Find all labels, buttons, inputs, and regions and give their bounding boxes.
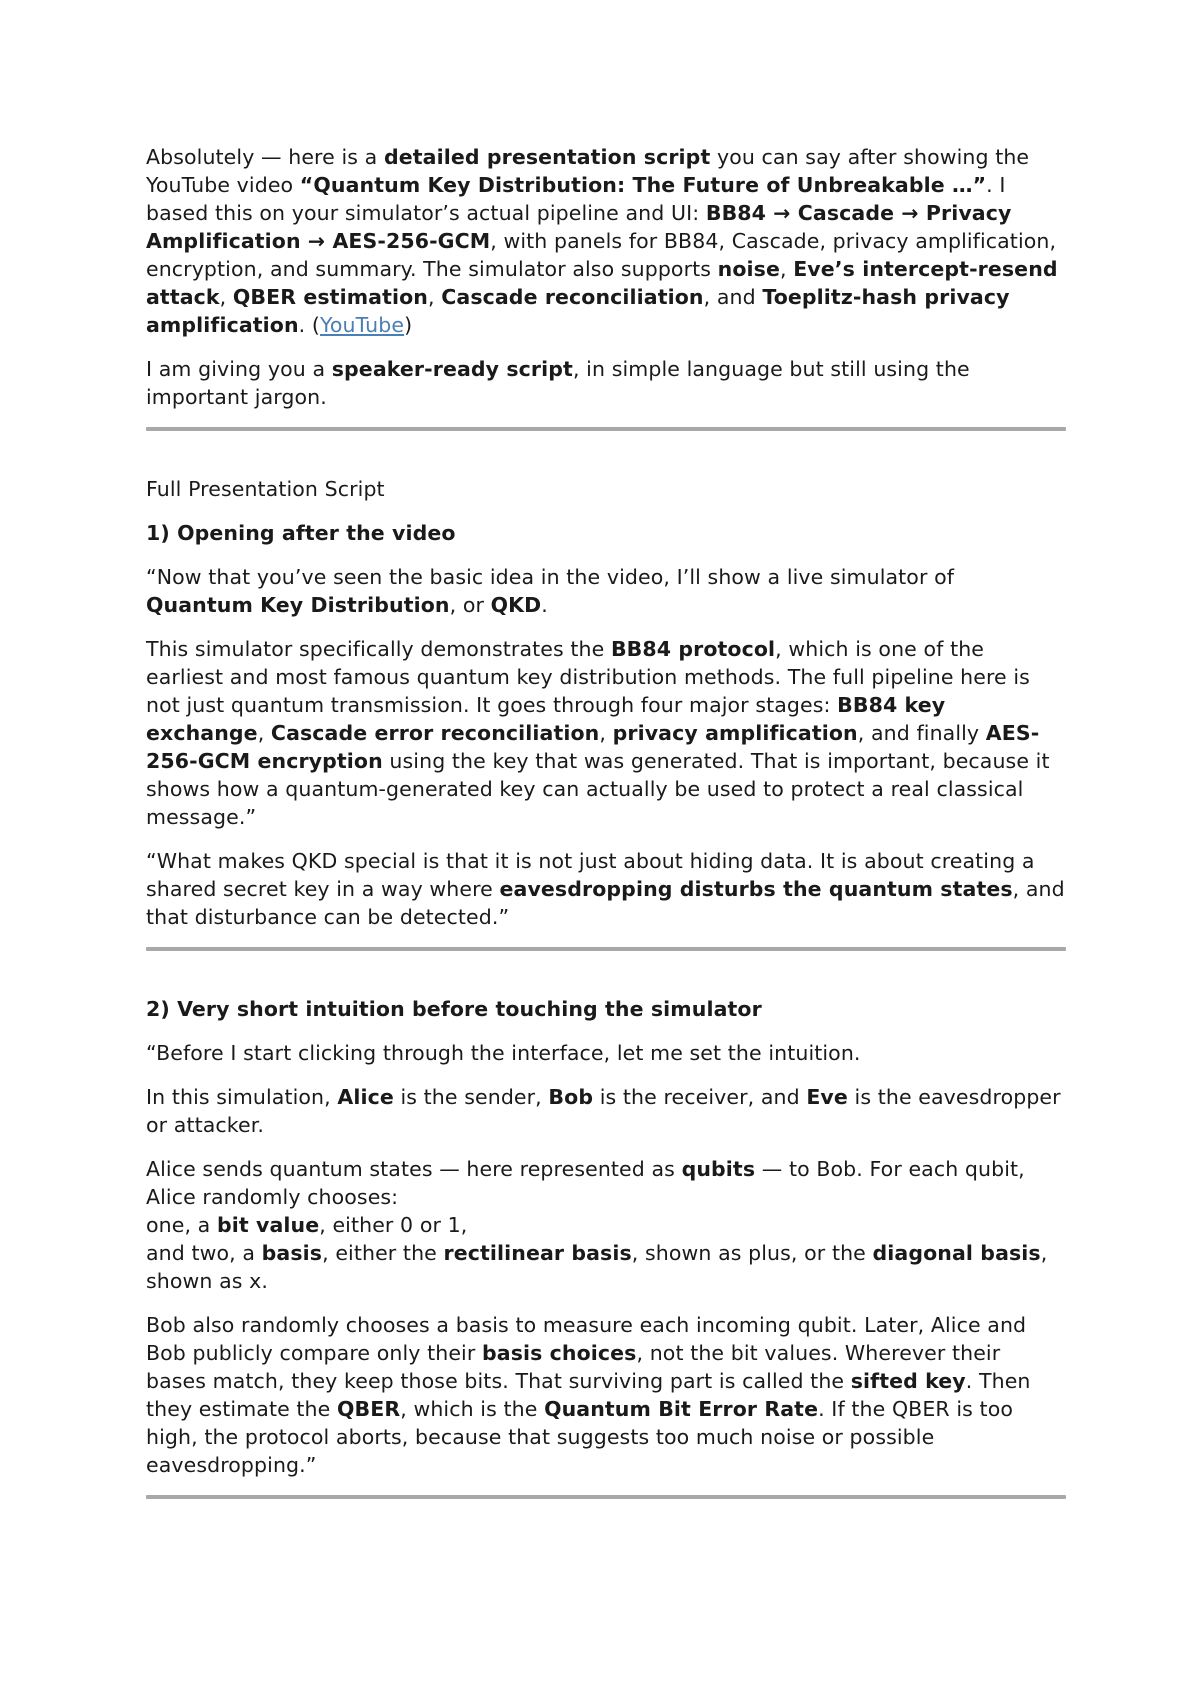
- body-paragraph: [146, 563, 1066, 619]
- text: ,: [257, 721, 271, 745]
- body-paragraph: [146, 847, 1066, 931]
- body-paragraph: [146, 1039, 1066, 1067]
- text: This simulator specifically demonstrates the: [146, 637, 611, 661]
- text: , which is one of the earliest and most famous quantum key distribution methods. The full pipeline here is not just quantum transmission. It goes through four major stages:: [146, 637, 1030, 717]
- text: ,: [779, 257, 794, 281]
- text: “Now that you’ve seen the basic idea in the video, I’ll show a live simulator of: [146, 565, 955, 589]
- bold-text: basis choices: [481, 1341, 637, 1365]
- text: , and that disturbance can be detected.”: [146, 877, 1065, 929]
- text: , in simple language but still using the important jargon.: [146, 357, 970, 409]
- text: , or: [449, 593, 491, 617]
- text: Bob also randomly chooses a basis to measure each incoming qubit. Later, Alice and Bob publicly compare only their: [146, 1313, 1027, 1365]
- bold-text: Alice: [337, 1085, 394, 1109]
- text: , not the bit values. Wherever their bases match, they keep those bits. That surviving part is called the: [146, 1341, 1001, 1393]
- body-paragraph: [146, 635, 1066, 831]
- section-heading-opening: 1) Opening after the video: [146, 521, 456, 545]
- text: one, a: [146, 1213, 217, 1237]
- script-title: Full Presentation Script: [146, 477, 385, 501]
- text: . Then they estimate the: [146, 1369, 1031, 1421]
- bold-text: BB84 → Cascade → Privacy Amplification → AES-256-GCM: [146, 201, 1012, 253]
- bold-text: noise: [717, 257, 780, 281]
- text: is the sender,: [393, 1085, 549, 1109]
- bold-text: “Quantum Key Distribution: The Future of Unbreakable …”: [299, 173, 987, 197]
- bold-text: BB84 protocol: [610, 637, 776, 661]
- body-paragraph: [146, 1083, 1066, 1139]
- text: “What makes QKD special is that it is not just about hiding data. It is about creating a shared secret key in a way where: [146, 849, 1035, 901]
- document-page: [146, 143, 1066, 1543]
- section-opening-body: [146, 563, 1066, 931]
- text: , either the: [322, 1241, 444, 1265]
- bold-text: Cascade reconciliation: [441, 285, 704, 309]
- bold-text: privacy amplification: [612, 721, 858, 745]
- intro-note-paragraph: [146, 355, 1066, 411]
- divider: [146, 947, 1066, 951]
- body-paragraph: [146, 1311, 1066, 1479]
- text: I am giving you a: [146, 357, 332, 381]
- bold-text: qubits: [681, 1157, 756, 1181]
- bold-text: detailed presentation script: [383, 145, 711, 169]
- text: . I based this on your simulator’s actual pipeline and UI:: [146, 173, 1006, 225]
- bold-text: Eve: [806, 1085, 848, 1109]
- text: . (: [298, 313, 321, 337]
- bold-text: bit value: [216, 1213, 320, 1237]
- bold-text: rectilinear basis: [443, 1241, 632, 1265]
- text: .: [541, 593, 548, 617]
- text: , and finally: [857, 721, 986, 745]
- bold-text: AES-256-GCM encryption: [146, 721, 1040, 773]
- bold-text: QBER estimation: [232, 285, 428, 309]
- text: ,: [219, 285, 233, 309]
- bold-text: Bob: [548, 1085, 594, 1109]
- bold-text: Toeplitz-hash privacy amplification: [146, 285, 1010, 337]
- bold-text: BB84 key exchange: [146, 693, 946, 745]
- bold-text: speaker-ready script: [331, 357, 573, 381]
- text: , shown as x.: [146, 1241, 1048, 1293]
- text: is the receiver, and: [593, 1085, 807, 1109]
- bold-text: QKD: [490, 593, 542, 617]
- bold-text: QBER: [336, 1397, 401, 1421]
- bold-text: Cascade error reconciliation: [270, 721, 600, 745]
- intro-paragraph: [146, 143, 1066, 339]
- section-heading-intuition: 2) Very short intuition before touching the simulator: [146, 997, 762, 1021]
- bold-text: Quantum Key Distribution: [146, 593, 450, 617]
- text: using the key that was generated. That is important, because it shows how a quantum-generated key can actually be used to protect a real classical message.”: [146, 749, 1050, 829]
- text: — to Bob. For each qubit, Alice randomly chooses:: [146, 1157, 1025, 1209]
- divider: [146, 1495, 1066, 1499]
- text: ,: [599, 721, 613, 745]
- text: , which is the: [400, 1397, 545, 1421]
- bold-text: Eve’s intercept-resend attack: [146, 257, 1058, 309]
- bold-text: eavesdropping disturbs the quantum states: [499, 877, 1013, 901]
- youtube-link[interactable]: YouTube: [320, 313, 405, 337]
- text: “Before I start clicking through the interface, let me set the intuition.: [146, 1041, 861, 1065]
- text: In this simulation,: [146, 1085, 338, 1109]
- text: and two, a: [146, 1241, 262, 1265]
- text: , with panels for BB84, Cascade, privacy amplification, encryption, and summary. The simulator also supports: [146, 229, 1057, 281]
- text: you can say after showing the YouTube video: [146, 145, 1030, 197]
- text: ,: [428, 285, 442, 309]
- text: ): [404, 313, 413, 337]
- bold-text: basis: [261, 1241, 323, 1265]
- bold-text: Quantum Bit Error Rate: [544, 1397, 819, 1421]
- bold-text: sifted key: [850, 1369, 966, 1393]
- body-paragraph: [146, 1155, 1066, 1295]
- section-intuition-body: [146, 1039, 1066, 1479]
- bold-text: diagonal basis: [872, 1241, 1041, 1265]
- divider: [146, 427, 1066, 431]
- text: , shown as plus, or the: [631, 1241, 873, 1265]
- text: , either 0 or 1,: [319, 1213, 468, 1237]
- text: , and: [703, 285, 763, 309]
- text: Alice sends quantum states — here represented as: [146, 1157, 682, 1181]
- text: . If the QBER is too high, the protocol aborts, because that suggests too much noise or possible eavesdropping.”: [146, 1397, 1013, 1477]
- text: Absolutely — here is a: [146, 145, 384, 169]
- text: is the eavesdropper or attacker.: [146, 1085, 1061, 1137]
